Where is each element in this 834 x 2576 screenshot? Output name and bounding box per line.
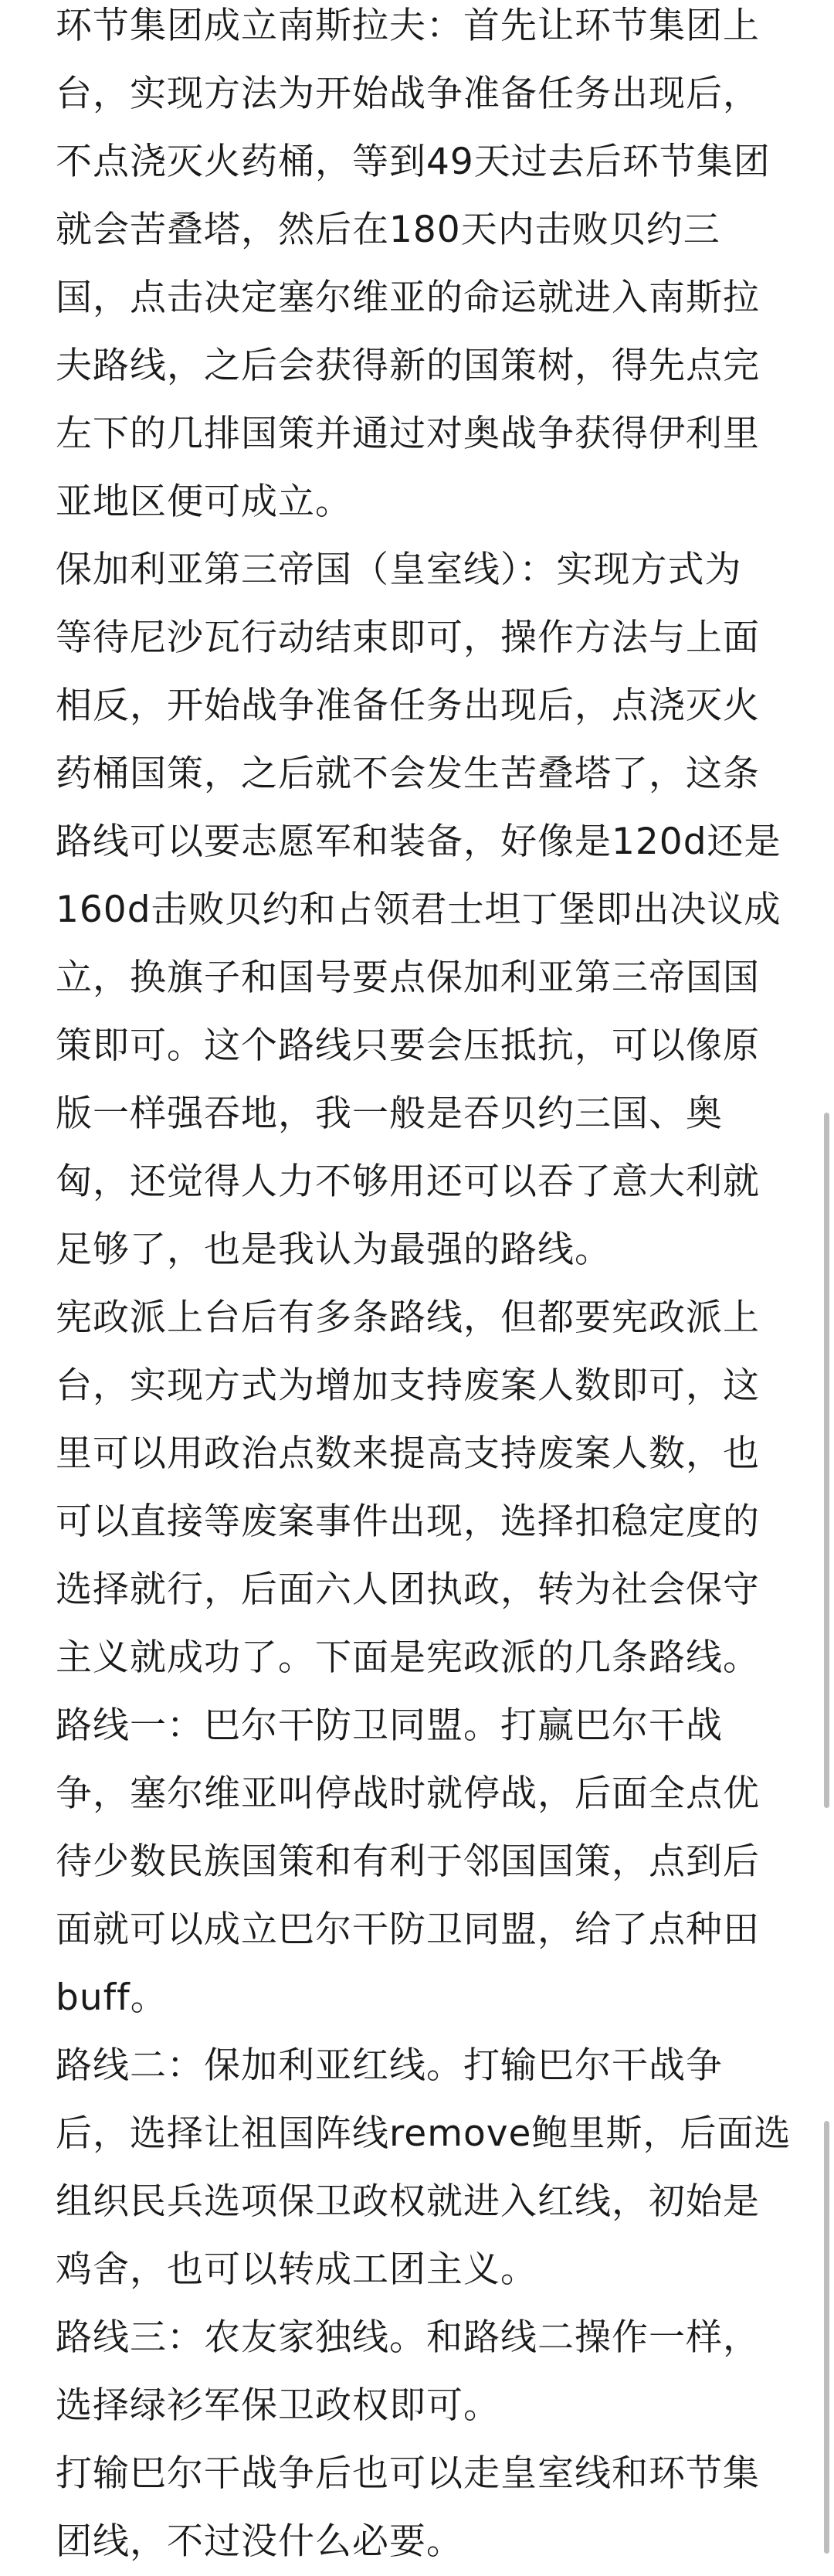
text-line: 策即可。这个路线只要会压抵抗，可以像原 xyxy=(56,1025,760,1067)
text-line: 路线三：农友家独线。和路线二操作一样， xyxy=(56,2316,760,2359)
text-line: 团线，不过没什么必要。 xyxy=(56,2520,463,2563)
paragraph-route-one xyxy=(56,1692,792,2032)
text-line: 足够了，也是我认为最强的路线。 xyxy=(56,1229,612,1271)
text-line: 路线可以要志愿军和装备，好像是120d还是 xyxy=(56,821,781,863)
text-line: 就会苦叠塔，然后在180天内击败贝约三 xyxy=(56,209,720,251)
text-line: 待少数民族国策和有利于邻国国策，点到后 xyxy=(56,1840,760,1883)
scrollbar-thumb[interactable] xyxy=(824,2121,829,2554)
text-line: 保加利亚第三帝国（皇室线）：实现方式为 xyxy=(56,549,742,591)
text-line: 路线二：保加利亚红线。打输巴尔干战争 xyxy=(56,2044,723,2087)
text-line: 鸡舍，也可以转成工团主义。 xyxy=(56,2248,537,2291)
text-line: 160d击败贝约和占领君士坦丁堡即出决议成 xyxy=(56,889,781,931)
paragraph-route-two xyxy=(56,2032,792,2304)
text-line: 台，实现方法为开始战争准备任务出现后， xyxy=(56,73,760,115)
text-line: 等待尼沙瓦行动结束即可，操作方法与上面 xyxy=(56,617,760,659)
text-line: 里可以用政治点数来提高支持废案人数，也 xyxy=(56,1432,760,1475)
text-line: 不点浇灭火药桶，等到49天过去后环节集团 xyxy=(56,141,771,183)
text-line: 主义就成功了。下面是宪政派的几条路线。 xyxy=(56,1636,760,1679)
text-line: 左下的几排国策并通过对奥战争获得伊利里 xyxy=(56,413,760,455)
text-line: 面就可以成立巴尔干防卫同盟，给了点种田 xyxy=(56,1908,760,1951)
text-line: 选择就行，后面六人团执政，转为社会保守 xyxy=(56,1568,760,1611)
text-line: 夫路线，之后会获得新的国策树，得先点完 xyxy=(56,345,760,387)
text-line: 环节集团成立南斯拉夫：首先让环节集团上 xyxy=(56,5,760,47)
text-line: 亚地区便可成立。 xyxy=(56,481,352,523)
text-line: 组织民兵选项保卫政权就进入红线，初始是 xyxy=(56,2180,760,2223)
text-line: 立，换旗子和国号要点保加利亚第三帝国国 xyxy=(56,957,760,999)
text-line: 选择绿衫军保卫政权即可。 xyxy=(56,2384,500,2427)
paragraph-route-three xyxy=(56,2304,792,2440)
paragraph-constitutional-faction xyxy=(56,1284,792,1692)
text-line: 匈，还觉得人力不够用还可以吞了意大利就 xyxy=(56,1161,760,1203)
text-line: 宪政派上台后有多条路线，但都要宪政派上 xyxy=(56,1296,760,1339)
text-line: 台，实现方式为增加支持废案人数即可，这 xyxy=(56,1364,760,1407)
paragraph-closing-note xyxy=(56,2440,792,2576)
text-line: 后，选择让祖国阵线remove鲍里斯，后面选 xyxy=(56,2112,792,2155)
text-line: 国，点击决定塞尔维亚的命运就进入南斯拉 xyxy=(56,277,760,319)
text-line: 可以直接等废案事件出现，选择扣稳定度的 xyxy=(56,1500,760,1543)
text-line: 药桶国策，之后就不会发生苦叠塔了，这条 xyxy=(56,753,760,795)
text-line: 相反，开始战争准备任务出现后，点浇灭火 xyxy=(56,685,760,727)
paragraph-yugoslavia-route xyxy=(56,0,792,536)
text-line: 路线一：巴尔干防卫同盟。打赢巴尔干战 xyxy=(56,1704,723,1747)
text-line: 版一样强吞地，我一般是吞贝约三国、奥 xyxy=(56,1093,723,1135)
text-line: 打输巴尔干战争后也可以走皇室线和环节集 xyxy=(56,2452,760,2495)
scrollbar-thumb[interactable] xyxy=(824,1113,829,1808)
text-line: buff。 xyxy=(56,1976,168,2019)
paragraph-third-bulgarian-empire xyxy=(56,536,792,1284)
text-line: 争，塞尔维亚叫停战时就停战，后面全点优 xyxy=(56,1772,760,1815)
